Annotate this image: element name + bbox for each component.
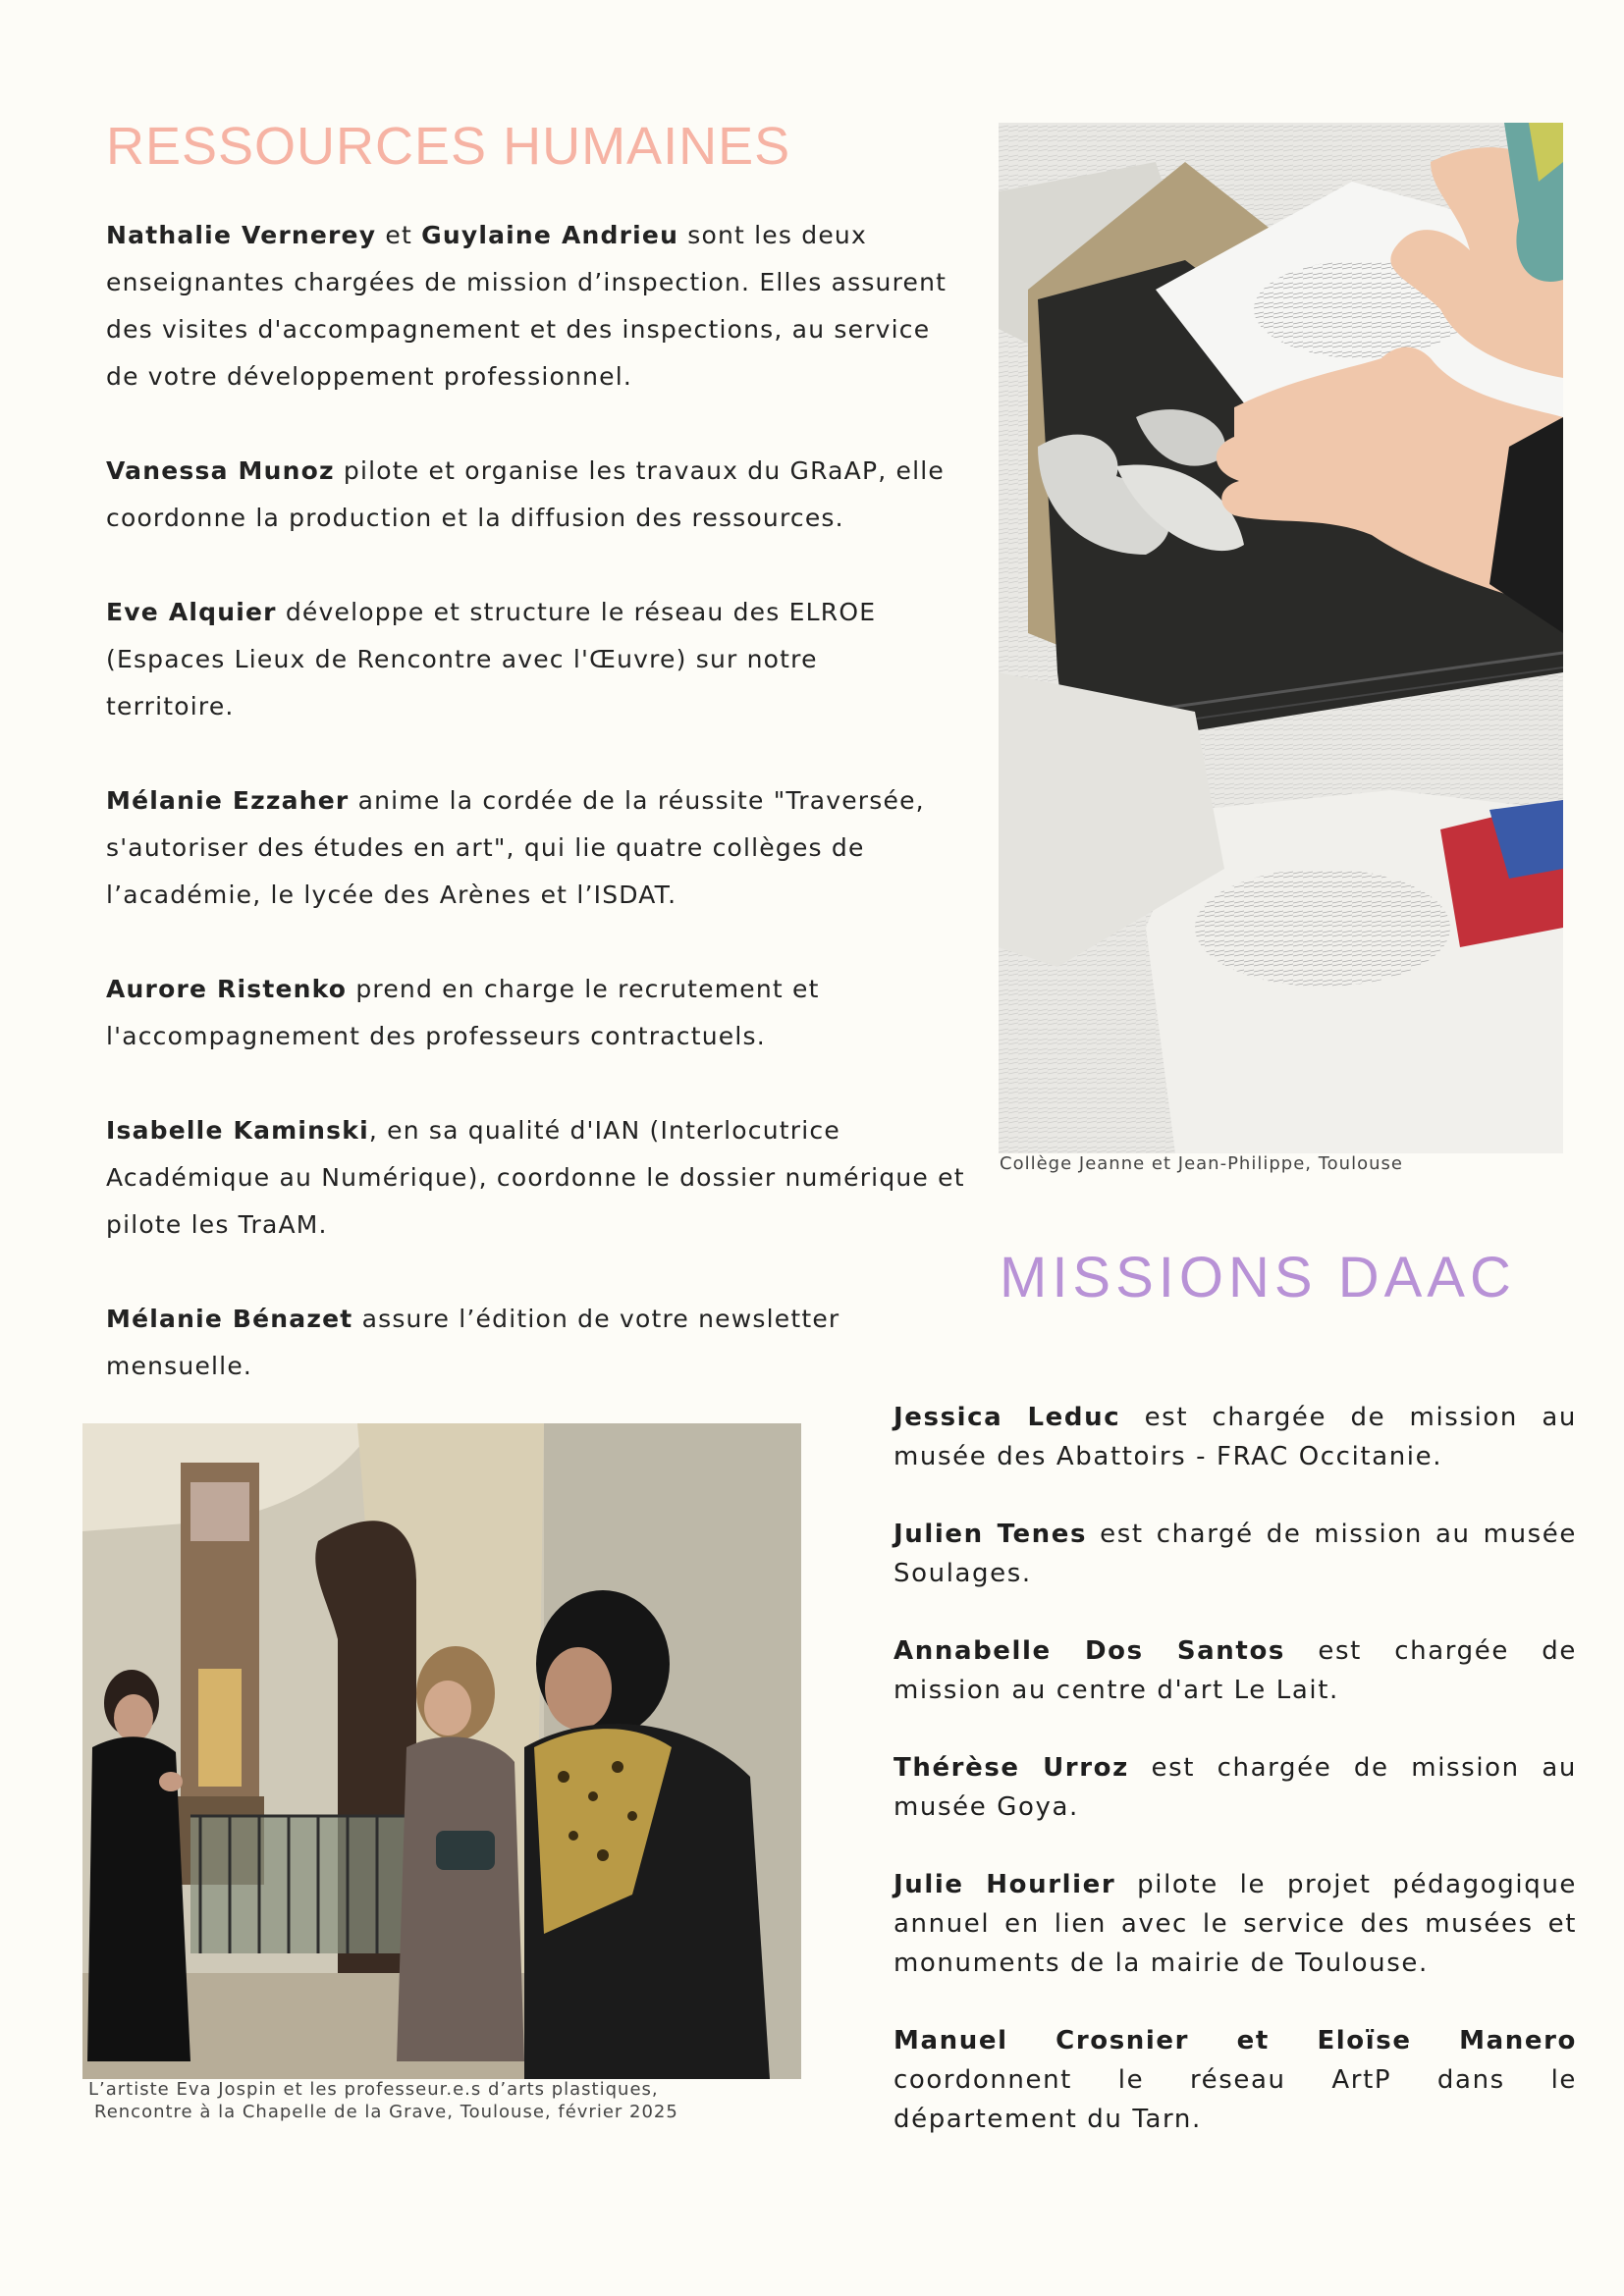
paragraph-text: pilote le projet pédagogique annuel en lien avec le service des musées et monuments de la mairie de Toulouse.: [893, 1870, 1578, 1978]
chapel-visit-illustration: [82, 1423, 801, 2079]
daac-paragraph-6: [893, 2021, 1577, 2139]
rh-paragraph-5: [106, 966, 872, 1060]
person-name: Mélanie Ezzaher: [106, 786, 350, 815]
rh-paragraph-2: [106, 448, 970, 542]
person-name: Vanessa Munoz: [106, 456, 335, 485]
daac-paragraph-2: [893, 1515, 1577, 1593]
paragraph-text: développe et structure le réseau des ELROE (Espaces Lieux de Rencontre avec l'Œuvre) sur notre territoire.: [106, 598, 877, 721]
person-name: Mélanie Bénazet: [106, 1305, 353, 1333]
paragraph-text: prend en charge le recrutement et l'accompagnement des professeurs contractuels.: [106, 975, 820, 1050]
rh-paragraph-3: [106, 589, 950, 730]
person-name: Annabelle Dos Santos: [893, 1636, 1285, 1666]
chapel-visit-photo: [82, 1423, 801, 2079]
daac-paragraph-5: [893, 1865, 1577, 1983]
rh-paragraph-7: [106, 1296, 872, 1390]
paragraph-text: pilote et organise les travaux du GRaAP, elle coordonne la production et la diffusion des ressources.: [106, 456, 945, 532]
person-name: Guylaine Andrieu: [421, 221, 679, 249]
bottom-photo-caption-line-1: L’artiste Eva Jospin et les professeur.e.s d’arts plastiques,: [88, 2079, 659, 2100]
ressources-humaines-title: RESSOURCES HUMAINES: [106, 117, 791, 176]
paragraph-text: est chargée de mission au centre d'art Le Lait.: [893, 1636, 1578, 1705]
person-name: Manuel Crosnier et Eloïse Manero: [893, 2026, 1577, 2056]
top-photo-caption: Collège Jeanne et Jean-Philippe, Toulouse: [1000, 1153, 1403, 1174]
person-name: Aurore Ristenko: [106, 975, 348, 1003]
collage-workshop-photo: [999, 123, 1563, 1153]
bottom-photo-caption-line-2: Rencontre à la Chapelle de la Grave, Toulouse, février 2025: [94, 2102, 678, 2122]
daac-paragraph-1: [893, 1398, 1577, 1476]
paragraph-text: coordonnent le réseau ArtP dans le département du Tarn.: [893, 2065, 1577, 2134]
person-name: Julie Hourlier: [893, 1870, 1116, 1899]
person-name: Isabelle Kaminski: [106, 1116, 369, 1145]
daac-paragraph-4: [893, 1748, 1577, 1827]
person-name: Julien Tenes: [893, 1520, 1088, 1549]
paragraph-text: , en sa qualité d'IAN (Interlocutrice Académique au Numérique), coordonne le dossier numérique et pilote les TraAM.: [106, 1116, 965, 1239]
paragraph-text: est chargée de mission au musée des Abattoirs - FRAC Occitanie.: [893, 1403, 1577, 1471]
collage-workshop-illustration: [999, 123, 1563, 1153]
paragraph-text: sont les deux enseignantes chargées de mission d’inspection. Elles assurent des visites d'accompagnement et des inspections, au service de votre développement professionnel.: [106, 221, 947, 391]
person-name: Nathalie Vernerey: [106, 221, 377, 249]
daac-paragraph-3: [893, 1631, 1577, 1710]
paragraph-text: est chargé de mission au musée Soulages.: [893, 1520, 1577, 1588]
connector-text: et: [376, 221, 422, 249]
paragraph-text: assure l’édition de votre newsletter mensuelle.: [106, 1305, 840, 1380]
rh-paragraph-4: [106, 777, 950, 919]
rh-paragraph-1: [106, 212, 960, 400]
paragraph-text: anime la cordée de la réussite "Traversée, s'autoriser des études en art", qui lie quatre collèges de l’académie, le lycée des Arènes et l’ISDAT.: [106, 786, 925, 909]
person-name: Thérèse Urroz: [893, 1753, 1129, 1783]
missions-daac-title: MISSIONS DAAC: [1000, 1246, 1516, 1309]
rh-paragraph-6: [106, 1107, 970, 1249]
person-name: Jessica Leduc: [893, 1403, 1121, 1432]
person-name: Eve Alquier: [106, 598, 277, 626]
paragraph-text: est chargée de mission au musée Goya.: [893, 1753, 1577, 1822]
